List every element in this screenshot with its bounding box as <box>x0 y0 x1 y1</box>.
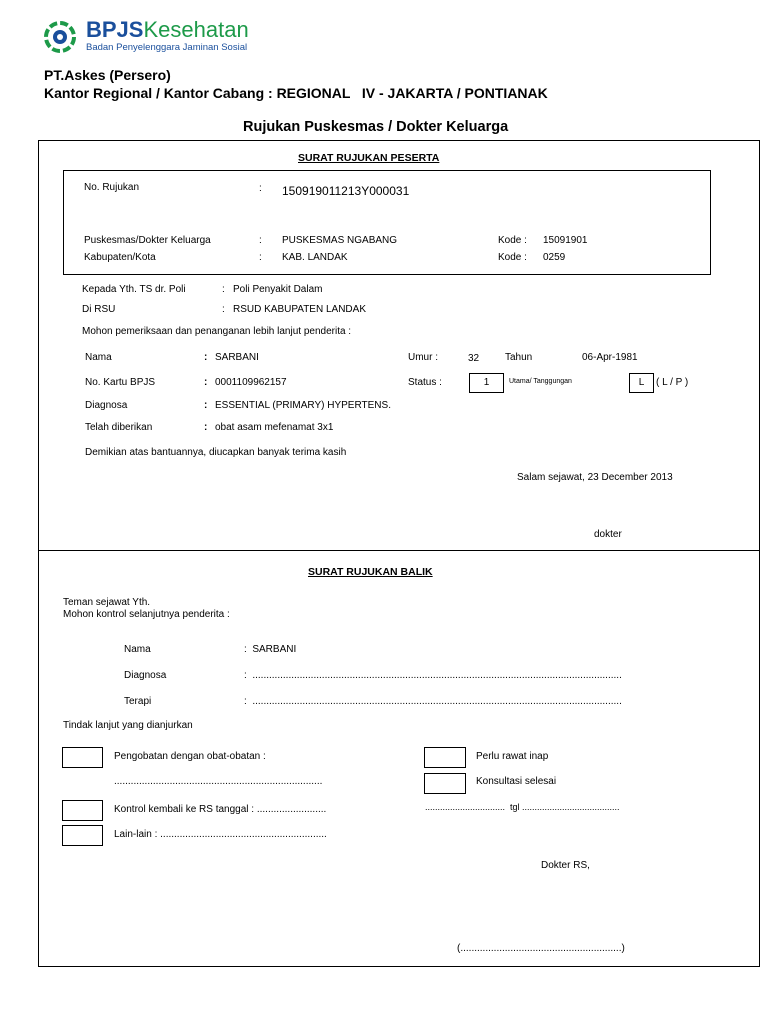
diberikan-label: Telah diberikan <box>85 422 153 433</box>
lain-checkbox[interactable] <box>62 825 103 846</box>
tindak-text: Tindak lanjut yang dianjurkan <box>63 720 193 731</box>
tgl-line: ................................ tgl ....................................... <box>425 802 620 812</box>
bpjs-emblem-icon <box>44 21 76 53</box>
puskesmas-kode: 15091901 <box>543 235 588 246</box>
puskesmas-label: Puskesmas/Dokter Keluarga <box>84 235 211 246</box>
obat-checkbox[interactable] <box>62 747 103 768</box>
colon: : <box>222 304 225 315</box>
balik-mohon-text: Mohon kontrol selanjutnya penderita : <box>63 609 230 620</box>
kartu-label: No. Kartu BPJS <box>85 377 156 388</box>
teman-text: Teman sejawat Yth. <box>63 597 151 608</box>
balik-nama-label: Nama <box>124 644 151 655</box>
no-rujukan-value: 150919011213Y000031 <box>282 184 410 198</box>
peserta-title: SURAT RUJUKAN PESERTA <box>298 152 440 164</box>
colon: : <box>259 252 262 263</box>
colon: : <box>259 183 262 194</box>
colon: : <box>259 235 262 246</box>
rawat-checkbox[interactable] <box>424 747 466 768</box>
sex-box <box>629 373 654 393</box>
konsul-checkbox[interactable] <box>424 773 466 794</box>
logo-subtitle: Badan Penyelenggara Jaminan Sosial <box>86 42 248 53</box>
colon: : <box>204 422 208 433</box>
office-name: Kantor Regional / Kantor Cabang : REGIONAL IV - JAKARTA / PONTIANAK <box>44 85 548 101</box>
dokter-text: dokter <box>594 529 622 540</box>
nama-label: Nama <box>85 352 112 363</box>
nama-value: SARBANI <box>215 352 259 363</box>
obat-dots: ........................................................................... <box>114 776 323 787</box>
lain-label: Lain-lain : ............................................................ <box>114 829 327 840</box>
logo-brand2: Kesehatan <box>143 17 249 42</box>
logo-brand: BPJS <box>86 17 144 42</box>
balik-terapi-value: : ..................................................................................................................................... <box>244 696 622 707</box>
kabupaten-value: KAB. LANDAK <box>282 252 348 263</box>
kabupaten-label: Kabupaten/Kota <box>84 252 156 263</box>
colon: : <box>204 377 208 388</box>
dokter-rs-text: Dokter RS, <box>541 860 590 871</box>
umur-label: Umur : <box>408 352 438 363</box>
balik-nama-value: : SARBANI <box>244 644 297 655</box>
section-divider <box>38 550 759 551</box>
rsu-value: RSUD KABUPATEN LANDAK <box>233 304 366 315</box>
kontrol-label: Kontrol kembali ke RS tanggal : ......................... <box>114 804 327 815</box>
document-title: Rujukan Puskesmas / Dokter Keluarga <box>243 119 509 135</box>
colon: : <box>204 352 208 363</box>
rawat-label: Perlu rawat inap <box>476 751 549 762</box>
obat-label: Pengobatan dengan obat-obatan : <box>114 751 266 762</box>
diberikan-value: obat asam mefenamat 3x1 <box>215 422 334 433</box>
konsul-label: Konsultasi selesai <box>476 776 557 787</box>
mohon-text: Mohon pemeriksaan dan penanganan lebih lanjut penderita : <box>82 326 352 337</box>
balik-diagnosa-value: : ..................................................................................................................................... <box>244 670 622 681</box>
colon: : <box>222 284 225 295</box>
puskesmas-value: PUSKESMAS NGABANG <box>282 235 398 246</box>
dob-value: 06-Apr-1981 <box>582 352 638 363</box>
status-label: Status : <box>408 377 442 388</box>
kabupaten-kode: 0259 <box>543 252 566 263</box>
rsu-label: Di RSU <box>82 304 116 315</box>
kepada-label: Kepada Yth. TS dr. Poli <box>82 284 186 295</box>
kepada-value: Poli Penyakit Dalam <box>233 284 323 295</box>
diagnosa-label: Diagnosa <box>85 400 128 411</box>
sex-value: L <box>638 377 645 388</box>
colon: : <box>204 400 208 411</box>
status-note: Utama/ Tanggungan <box>509 378 572 385</box>
kontrol-checkbox[interactable] <box>62 800 103 821</box>
company-name: PT.Askes (Persero) <box>44 67 171 83</box>
no-rujukan-label: No. Rujukan <box>84 182 140 193</box>
demikian-text: Demikian atas bantuannya, diucapkan banyak terima kasih <box>85 447 347 458</box>
status-value: 1 <box>483 377 490 388</box>
balik-terapi-label: Terapi <box>124 696 152 707</box>
balik-title: SURAT RUJUKAN BALIK <box>308 566 433 578</box>
kartu-value: 0001109962157 <box>215 377 287 388</box>
signature-line: (..........................................................) <box>457 943 625 954</box>
kode-label: Kode : <box>498 235 527 246</box>
tahun-label: Tahun <box>505 352 533 363</box>
kode-label: Kode : <box>498 252 527 263</box>
status-box <box>469 373 504 393</box>
diagnosa-value: ESSENTIAL (PRIMARY) HYPERTENS. <box>215 400 391 411</box>
balik-diagnosa-label: Diagnosa <box>124 670 167 681</box>
salam-text: Salam sejawat, 23 December 2013 <box>517 472 673 483</box>
sex-note: ( L / P ) <box>656 377 689 388</box>
umur-value: 32 <box>468 353 480 364</box>
